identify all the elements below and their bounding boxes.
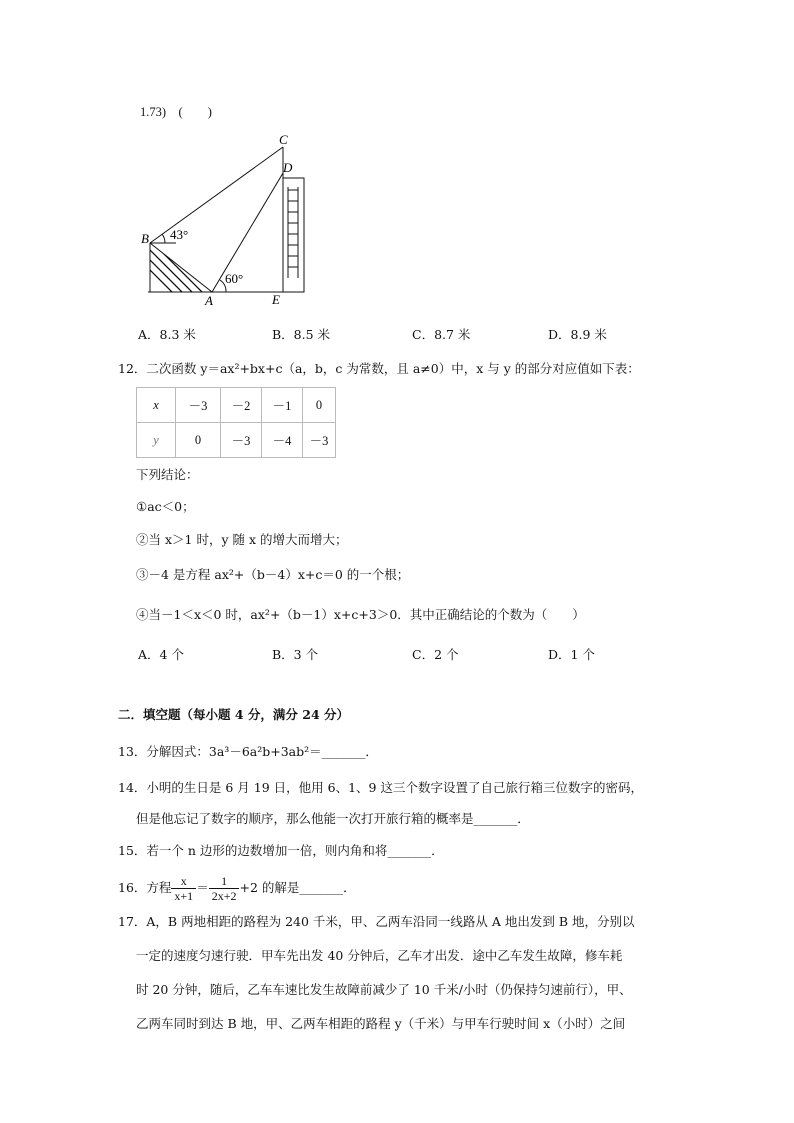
q16-suffix: +2 的解是_______． [239,880,356,895]
table-x-cell: －3 [176,388,221,423]
q17-line-2: 一定的速度匀速行驶．甲车先出发 40 分钟后，乙车才出发．途中乙车发生故障，修车耗 [136,948,623,963]
q12-value-table [136,387,336,458]
q12-conclusion-2: ②当 x＞1 时，y 随 x 的增大而增大； [136,532,348,547]
fraction-denominator: 2x+2 [211,889,237,903]
label-c: C [279,132,288,147]
q12-option-b: B．3 个 [272,647,319,662]
table-y-cell: 0 [176,423,221,458]
table-x-cell: －2 [221,388,262,423]
q11-option-a: A．8.3 米 [138,327,196,342]
table-x-cell: 0 [303,388,336,423]
table-x-label: x [137,388,176,423]
q17-line-1: 17．A，B 两地相距的路程为 240 千米，甲、乙两车沿同一线路从 A 地出发到 B 地，分别以 [118,914,635,929]
q16-fraction-1 [171,874,196,903]
q11-figure [138,130,328,308]
table-x-cell: －1 [262,388,303,423]
table-y-label: y [137,423,176,458]
q17-line-4: 乙两车同时到达 B 地，甲、乙两车相距的路程 y（千米）与甲车行驶时间 x（小时）之间 [136,1016,626,1031]
q17-line-3: 时 20 分钟，随后，乙车车速比发生故障前减少了 10 千米/小时（仍保持匀速前行），甲、 [136,982,632,997]
q12-conclusion-3: ③－4 是方程 ax²+（b－4）x+c＝0 的一个根； [136,567,410,582]
q12-option-d: D．1 个 [548,647,595,662]
q11-option-c: C．8.7 米 [412,327,471,342]
label-angle-a: 60° [225,271,244,286]
q11-option-b: B．8.5 米 [272,327,331,342]
q11-tail: 1.73) ( ) [140,105,212,119]
label-d: D [283,160,293,175]
q14-line-1: 14．小明的生日是 6 月 19 日，他用 6、1、9 这三个数字设置了自己旅行箱三位数字的密码， [118,780,643,795]
q12-conclusion-4: ④当－1＜x＜0 时，ax²+（b－1）x+c+3＞0．其中正确结论的个数为（ ） [136,607,585,622]
q12-conclusion-1: ①ac＜0； [136,499,195,514]
q12-option-c: C．2 个 [412,647,459,662]
table-y-cell: －3 [303,423,336,458]
fraction-numerator: 1 [209,874,240,889]
q15: 15．若一个 n 边形的边数增加一倍，则内角和将_______． [118,843,444,858]
q12-intro: 下列结论： [136,467,199,482]
q11-option-d: D．8.9 米 [548,327,607,342]
q12-option-a: A．4 个 [138,647,184,662]
q16 [118,868,356,908]
label-angle-b: 43° [170,227,189,242]
q12-stem: 12．二次函数 y＝ax²+bx+c（a，b，c 为常数，且 a≠0）中，x 与 y 的部分对应值如下表： [118,361,640,376]
q16-prefix: 16．方程 [118,880,172,895]
label-e: E [272,292,280,307]
fraction-numerator: x [171,874,196,889]
q16-fraction-2 [209,874,240,903]
table-y-cell: －3 [221,423,262,458]
table-y-cell: －4 [262,423,303,458]
q14-line-2: 但是他忘记了数字的顺序，那么他能一次打开旅行箱的概率是_______． [136,811,530,826]
q16-equals: ＝ [196,880,209,895]
fraction-denominator: x+1 [174,889,194,903]
label-b: B [141,231,149,246]
section-title: 二．填空题（每小题 4 分，满分 24 分） [118,707,350,722]
q13: 13．分解因式：3a³－6a²b+3ab²＝_______． [118,744,378,759]
label-a: A [205,293,213,308]
